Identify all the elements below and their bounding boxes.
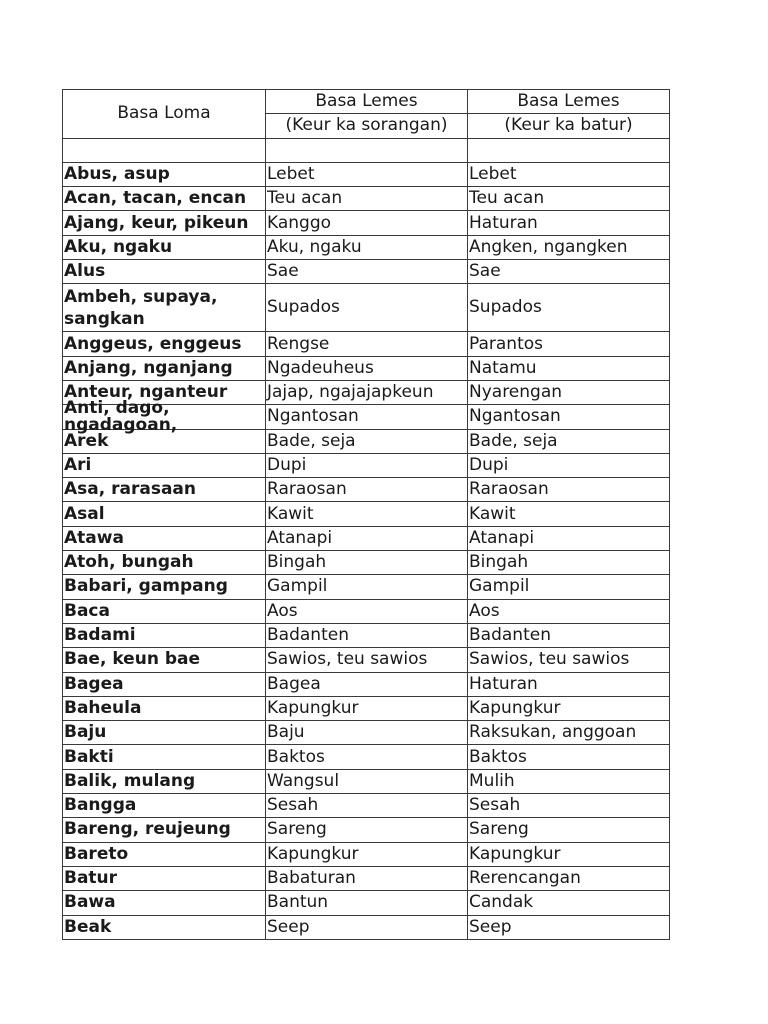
basa-lemes-batur-cell: Gampil	[468, 575, 670, 599]
basa-lemes-sorangan-cell: Aku, ngaku	[266, 235, 468, 259]
basa-loma-cell: Atoh, bungah	[63, 551, 266, 575]
empty-cell	[63, 138, 266, 162]
basa-lemes-sorangan-cell: Baktos	[266, 745, 468, 769]
basa-lemes-batur-cell: Mulih	[468, 769, 670, 793]
basa-lemes-sorangan-cell: Kawit	[266, 502, 468, 526]
basa-loma-cell: Bagea	[63, 672, 266, 696]
basa-loma-cell: Ajang, keur, pikeun	[63, 211, 266, 235]
basa-loma-cell: Bareng, reujeung	[63, 818, 266, 842]
basa-lemes-sorangan-cell: Supados	[266, 284, 468, 332]
table-row	[63, 599, 670, 623]
table-row	[63, 866, 670, 890]
table-row	[63, 478, 670, 502]
table-row	[63, 842, 670, 866]
basa-lemes-sorangan-cell: Raraosan	[266, 478, 468, 502]
basa-loma-cell: Bawa	[63, 891, 266, 915]
table-row	[63, 672, 670, 696]
basa-lemes-sorangan-cell: Sesah	[266, 794, 468, 818]
basa-lemes-sorangan-cell: Gampil	[266, 575, 468, 599]
basa-lemes-batur-cell: Atanapi	[468, 526, 670, 550]
basa-loma-cell: Babari, gampang	[63, 575, 266, 599]
table-row	[63, 648, 670, 672]
basa-loma-cell: Baheula	[63, 696, 266, 720]
basa-lemes-batur-cell: Sareng	[468, 818, 670, 842]
header-keur-ka-batur: (Keur ka batur)	[468, 114, 670, 138]
basa-lemes-batur-cell: Kapungkur	[468, 696, 670, 720]
basa-lemes-sorangan-cell: Baju	[266, 721, 468, 745]
table-row	[63, 187, 670, 211]
basa-loma-cell: Alus	[63, 260, 266, 284]
header-basa-loma: Basa Loma	[63, 90, 266, 139]
basa-lemes-batur-cell: Raraosan	[468, 478, 670, 502]
basa-loma-cell	[63, 398, 266, 436]
table-row	[63, 260, 670, 284]
basa-lemes-sorangan-cell: Teu acan	[266, 187, 468, 211]
table-row	[63, 769, 670, 793]
basa-lemes-batur-cell: Baktos	[468, 745, 670, 769]
table-row	[63, 623, 670, 647]
empty-spacer-row	[63, 138, 670, 162]
basa-loma-cell: Balik, mulang	[63, 769, 266, 793]
basa-loma-cell: Bareto	[63, 842, 266, 866]
basa-loma-cell: Batur	[63, 866, 266, 890]
basa-loma-cell: Baju	[63, 721, 266, 745]
table-row	[63, 162, 670, 186]
basa-loma-cell: Acan, tacan, encan	[63, 187, 266, 211]
header-row-1	[63, 90, 670, 114]
table-row	[63, 332, 670, 356]
basa-lemes-sorangan-cell: Ngadeuheus	[266, 356, 468, 380]
table-row	[63, 284, 670, 332]
basa-loma-cell: Asal	[63, 502, 266, 526]
basa-lemes-sorangan-cell: Bagea	[266, 672, 468, 696]
table-row	[63, 502, 670, 526]
basa-lemes-batur-cell: Bingah	[468, 551, 670, 575]
table-row	[63, 721, 670, 745]
basa-loma-text: Anti, dago, ngadagoan,	[64, 398, 178, 436]
basa-lemes-sorangan-cell: Aos	[266, 599, 468, 623]
basa-loma-cell: Bangga	[63, 794, 266, 818]
empty-cell	[266, 138, 468, 162]
basa-lemes-sorangan-cell: Kapungkur	[266, 842, 468, 866]
basa-lemes-batur-cell: Aos	[468, 599, 670, 623]
basa-lemes-batur-cell: Teu acan	[468, 187, 670, 211]
table-row	[63, 211, 670, 235]
basa-lemes-batur-cell: Haturan	[468, 672, 670, 696]
basa-loma-cell: Atawa	[63, 526, 266, 550]
basa-lemes-batur-cell: Rerencangan	[468, 866, 670, 890]
basa-lemes-batur-cell: Sesah	[468, 794, 670, 818]
table-row	[63, 891, 670, 915]
table-row	[63, 696, 670, 720]
basa-lemes-sorangan-cell: Atanapi	[266, 526, 468, 550]
basa-loma-cell: Anteur, nganteur	[63, 380, 266, 404]
basa-lemes-sorangan-cell: Badanten	[266, 623, 468, 647]
table-row	[63, 551, 670, 575]
basa-lemes-sorangan-cell: Ngantosan	[266, 405, 468, 429]
header-basa-lemes-sorangan-title: Basa Lemes	[266, 90, 468, 114]
basa-loma-cell: Badami	[63, 623, 266, 647]
vocabulary-table	[62, 89, 670, 940]
vocabulary-table-body	[63, 90, 670, 940]
header-basa-lemes-batur-title: Basa Lemes	[468, 90, 670, 114]
basa-lemes-batur-cell: Supados	[468, 284, 670, 332]
table-row	[63, 235, 670, 259]
basa-lemes-batur-cell: Parantos	[468, 332, 670, 356]
basa-loma-cell: Bakti	[63, 745, 266, 769]
table-row	[63, 356, 670, 380]
basa-loma-cell: Anjang, nganjang	[63, 356, 266, 380]
basa-loma-cell: Abus, asup	[63, 162, 266, 186]
basa-lemes-batur-cell: Badanten	[468, 623, 670, 647]
basa-lemes-sorangan-cell: Dupi	[266, 453, 468, 477]
basa-lemes-batur-cell: Natamu	[468, 356, 670, 380]
basa-lemes-sorangan-cell: Sawios, teu sawios	[266, 648, 468, 672]
basa-loma-cell: Bae, keun bae	[63, 648, 266, 672]
basa-lemes-sorangan-cell: Sae	[266, 260, 468, 284]
table-row	[63, 575, 670, 599]
basa-lemes-batur-cell: Kapungkur	[468, 842, 670, 866]
basa-lemes-batur-cell: Ngantosan	[468, 405, 670, 429]
basa-lemes-sorangan-cell: Sareng	[266, 818, 468, 842]
basa-lemes-batur-cell: Dupi	[468, 453, 670, 477]
empty-cell	[468, 138, 670, 162]
table-row	[63, 453, 670, 477]
basa-loma-cell: Ari	[63, 453, 266, 477]
basa-lemes-sorangan-cell: Babaturan	[266, 866, 468, 890]
table-row	[63, 818, 670, 842]
table-row	[63, 526, 670, 550]
basa-lemes-sorangan-cell: Jajap, ngajajapkeun	[266, 380, 468, 404]
basa-lemes-batur-cell: Haturan	[468, 211, 670, 235]
basa-lemes-sorangan-cell: Bade, seja	[266, 429, 468, 453]
basa-loma-cell: Beak	[63, 915, 266, 939]
basa-lemes-sorangan-cell: Kapungkur	[266, 696, 468, 720]
basa-lemes-sorangan-cell: Bantun	[266, 891, 468, 915]
basa-loma-cell: Ambeh, supaya, sangkan	[63, 284, 266, 332]
basa-loma-cell: Baca	[63, 599, 266, 623]
basa-lemes-sorangan-cell: Rengse	[266, 332, 468, 356]
basa-lemes-batur-cell: Nyarengan	[468, 380, 670, 404]
basa-lemes-batur-cell: Sawios, teu sawios	[468, 648, 670, 672]
table-row	[63, 915, 670, 939]
basa-lemes-batur-cell: Angken, ngangken	[468, 235, 670, 259]
basa-lemes-sorangan-cell: Lebet	[266, 162, 468, 186]
basa-lemes-sorangan-cell: Seep	[266, 915, 468, 939]
header-keur-ka-sorangan: (Keur ka sorangan)	[266, 114, 468, 138]
table-row	[63, 405, 670, 429]
basa-lemes-batur-cell: Kawit	[468, 502, 670, 526]
table-row	[63, 794, 670, 818]
basa-lemes-batur-cell: Candak	[468, 891, 670, 915]
basa-lemes-sorangan-cell: Bingah	[266, 551, 468, 575]
basa-loma-cell: Arek	[63, 429, 266, 453]
table-row	[63, 745, 670, 769]
basa-lemes-sorangan-cell: Kanggo	[266, 211, 468, 235]
basa-lemes-sorangan-cell: Wangsul	[266, 769, 468, 793]
basa-lemes-batur-cell: Seep	[468, 915, 670, 939]
basa-lemes-batur-cell: Sae	[468, 260, 670, 284]
basa-loma-cell: Asa, rarasaan	[63, 478, 266, 502]
basa-lemes-batur-cell: Bade, seja	[468, 429, 670, 453]
basa-lemes-batur-cell: Raksukan, anggoan	[468, 721, 670, 745]
basa-loma-cell: Aku, ngaku	[63, 235, 266, 259]
basa-loma-cell: Anggeus, enggeus	[63, 332, 266, 356]
basa-lemes-batur-cell: Lebet	[468, 162, 670, 186]
